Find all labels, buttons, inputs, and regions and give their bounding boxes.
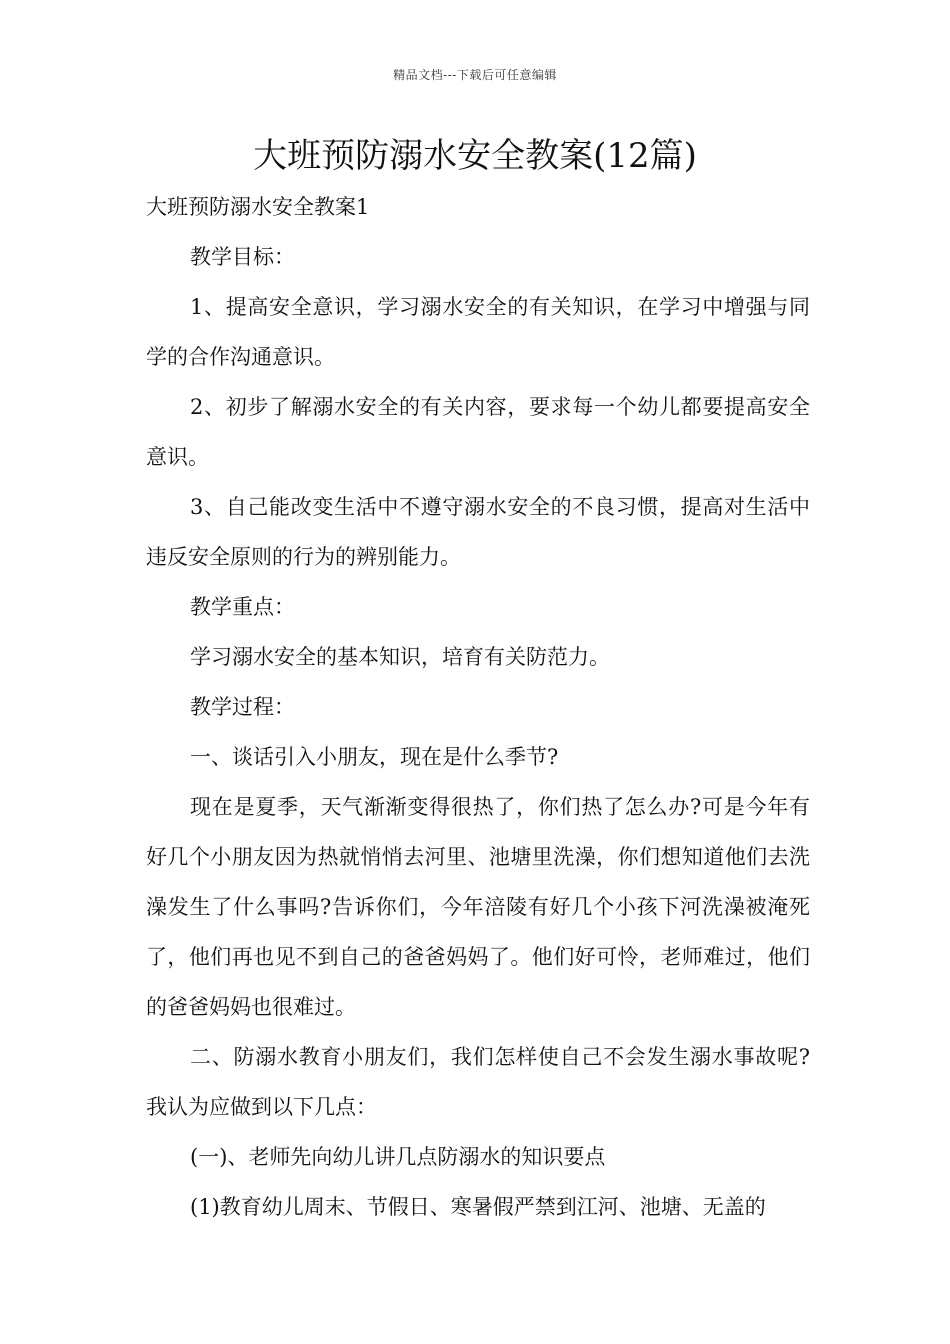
header-note: 精品文档---下载后可任意编辑: [393, 68, 557, 82]
document-body: [146, 182, 810, 1232]
paragraph: 1、提高安全意识，学习溺水安全的有关知识，在学习中增强与同学的合作沟通意识。: [146, 295, 810, 369]
paragraph: 2、初步了解溺水安全的有关内容，要求每一个幼儿都要提高安全意识。: [146, 395, 810, 469]
paragraph: 学习溺水安全的基本知识，培育有关防范力。: [190, 645, 610, 669]
section-heading: 大班预防溺水安全教案1: [146, 195, 370, 219]
paragraph: (一)、老师先向幼儿讲几点防溺水的知识要点: [190, 1145, 606, 1169]
paragraph: 现在是夏季，天气渐渐变得很热了，你们热了怎么办?可是今年有好几个小朋友因为热就悄悄去河里、池塘里洗澡，你们想知道他们去洗澡发生了什么事吗?告诉你们，今年涪陵有好几个小孩下河洗澡被淹死了，他们再也见不到自己的爸爸妈妈了。他们好可怜，老师难过，他们的爸爸妈妈也很难过。: [146, 795, 810, 1019]
document-title: 大班预防溺水安全教案(12篇): [253, 136, 697, 176]
paragraph: 3、自己能改变生活中不遵守溺水安全的不良习惯，提高对生活中违反安全原则的行为的辨别能力。: [146, 495, 810, 569]
paragraph: 教学过程：: [190, 695, 295, 719]
paragraph: 教学目标：: [190, 245, 295, 269]
paragraph: 一、谈话引入小朋友，现在是什么季节?: [190, 745, 559, 769]
paragraph: (1)教育幼儿周末、节假日、寒暑假严禁到江河、池塘、无盖的: [190, 1195, 766, 1219]
paragraph: 二、防溺水教育小朋友们，我们怎样使自己不会发生溺水事故呢?我认为应做到以下几点：: [146, 1045, 810, 1119]
paragraph: 教学重点：: [190, 595, 295, 619]
